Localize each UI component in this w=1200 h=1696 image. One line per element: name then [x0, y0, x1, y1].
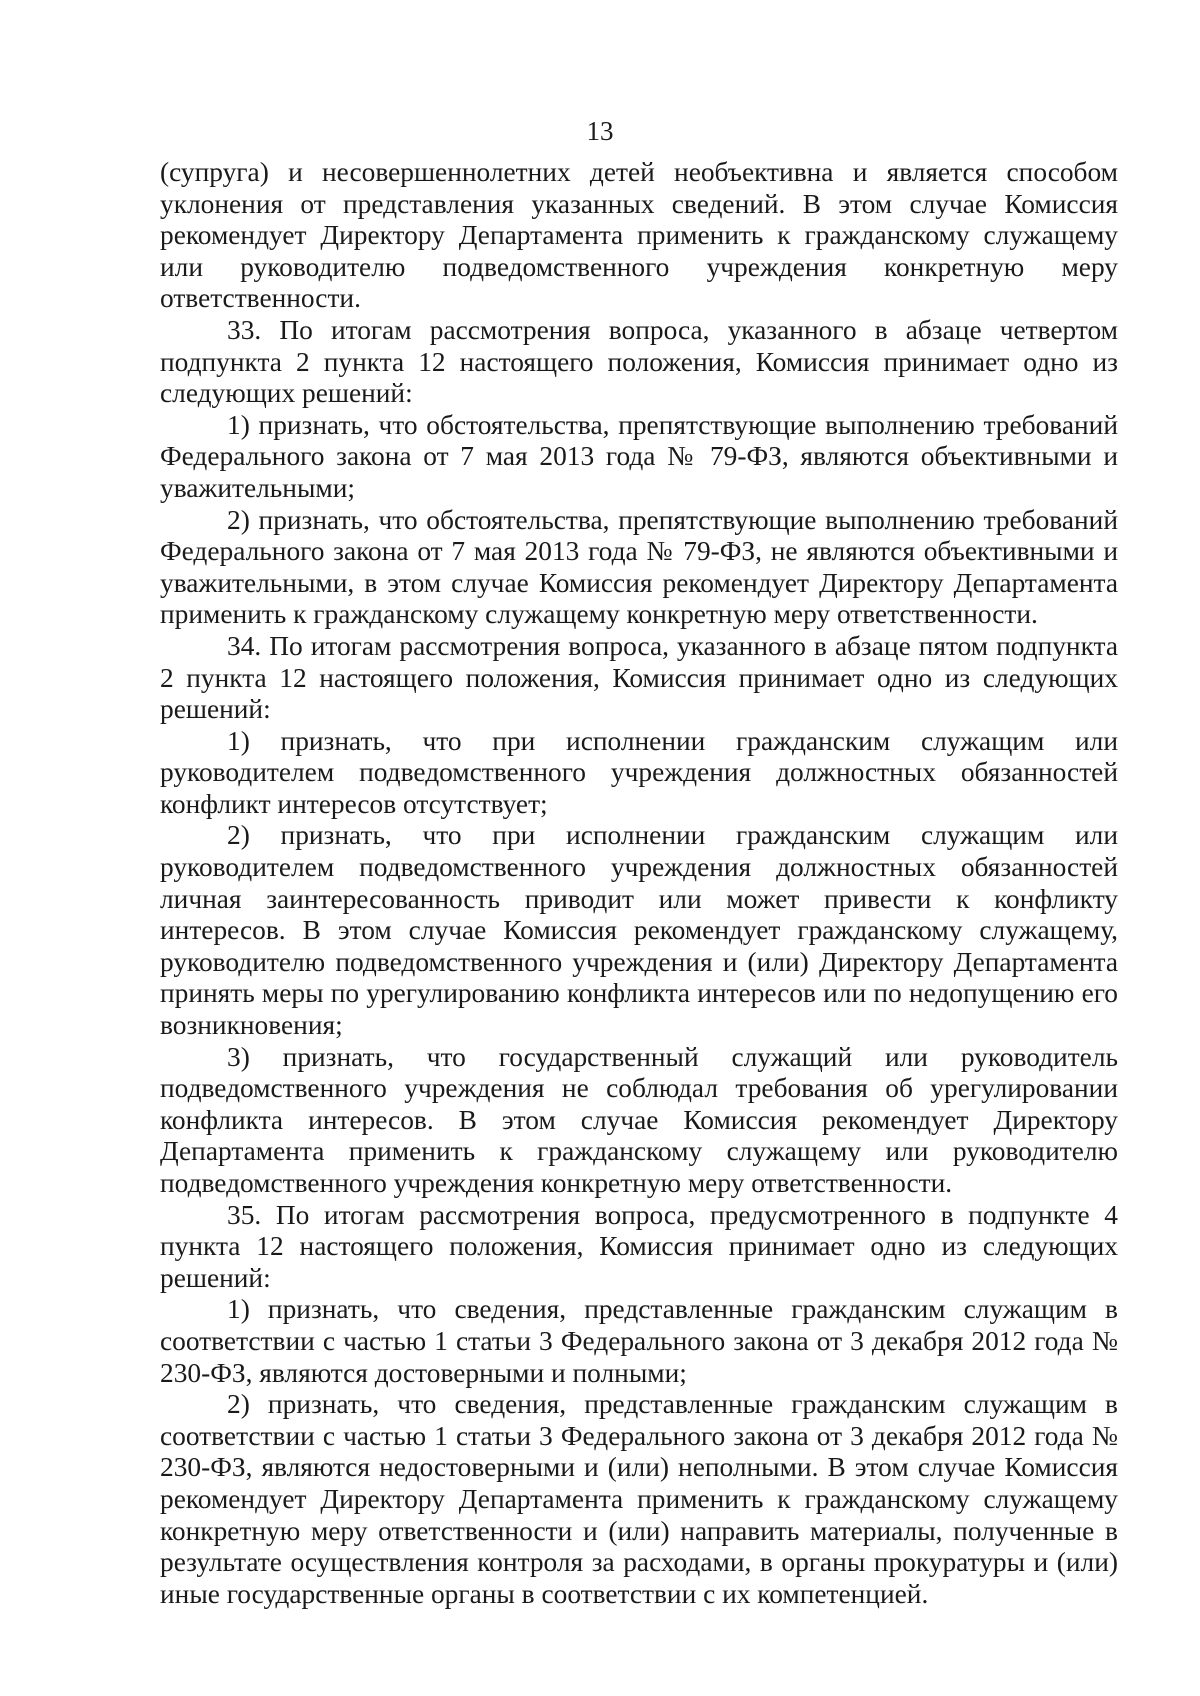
clause-34: 34. По итогам рассмотрения вопроса, указанного в абзаце пятом подпункта 2 пункта 12 настоящего положения, Комиссия принимает одно из следующих решений: — [160, 630, 1118, 725]
clause-33-item-1: 1) признать, что обстоятельства, препятствующие выполнению требований Федерального закона от 7 мая 2013 года № 79-ФЗ, являются объективными и уважительными; — [160, 409, 1118, 503]
clause-33-item-2: 2) признать, что обстоятельства, препятствующие выполнению требований Федерального закона от 7 мая 2013 года № 79-ФЗ, не являются объективными и уважительными, в этом случае Комиссия рекомендует Директору Департамента применить к гражданскому служащему конкретную меру ответственности. — [160, 504, 1118, 630]
clause-35-item-2: 2) признать, что сведения, представленные гражданским служащим в соответствии с частью 1 статьи 3 Федерального закона от 3 декабря 2012 года № 230-ФЗ, являются недостоверными и (или) неполными. В этом случае Комиссия рекомендует Директору Департамента применить к гражданскому служащему конкретную меру ответственности и (или) направить материалы, полученные в результате осуществления контроля за расходами, в органы прокуратуры и (или) иные государственные органы в соответствии с их компетенцией. — [160, 1389, 1118, 1609]
clause-34-item-1: 1) признать, что при исполнении гражданским служащим или руководителем подведомственного учреждения должностных обязанностей конфликт интересов отсутствует; — [160, 725, 1118, 819]
page-number: 13 — [586, 116, 614, 146]
document-body — [160, 157, 1118, 1610]
clause-35: 35. По итогам рассмотрения вопроса, предусмотренного в подпункте 4 пункта 12 настоящего положения, Комиссия принимает одно из следующих решений: — [160, 1199, 1118, 1293]
clause-34-item-2: 2) признать, что при исполнении гражданским служащим или руководителем подведомственного учреждения должностных обязанностей личная заинтересованность приводит или может привести к конфликту интересов. В этом случае Комиссия рекомендует гражданскому служащему, руководителю подведомственного учреждения и (или) Директору Департамента принять меры по урегулированию конфликта интересов или по недопущению его возникновения; — [160, 820, 1118, 1041]
paragraph-continuation: (супруга) и несовершеннолетних детей необъективна и является способом уклонения от представления указанных сведений. В этом случае Комиссия рекомендует Директору Департамента применить к гражданскому служащему или руководителю подведомственного учреждения конкретную меру ответственности. — [160, 157, 1118, 314]
clause-33: 33. По итогам рассмотрения вопроса, указанного в абзаце четвертом подпункта 2 пункта 12 настоящего положения, Комиссия принимает одно из следующих решений: — [160, 314, 1118, 409]
clause-34-item-3: 3) признать, что государственный служащий или руководитель подведомственного учреждения не соблюдал требования об урегулировании конфликта интересов. В этом случае Комиссия рекомендует Директору Департамента применить к гражданскому служащему или руководителю подведомственного учреждения конкретную меру ответственности. — [160, 1041, 1118, 1198]
clause-35-item-1: 1) признать, что сведения, представленные гражданским служащим в соответствии с частью 1 статьи 3 Федерального закона от 3 декабря 2012 года № 230-ФЗ, являются достоверными и полными; — [160, 1294, 1118, 1388]
